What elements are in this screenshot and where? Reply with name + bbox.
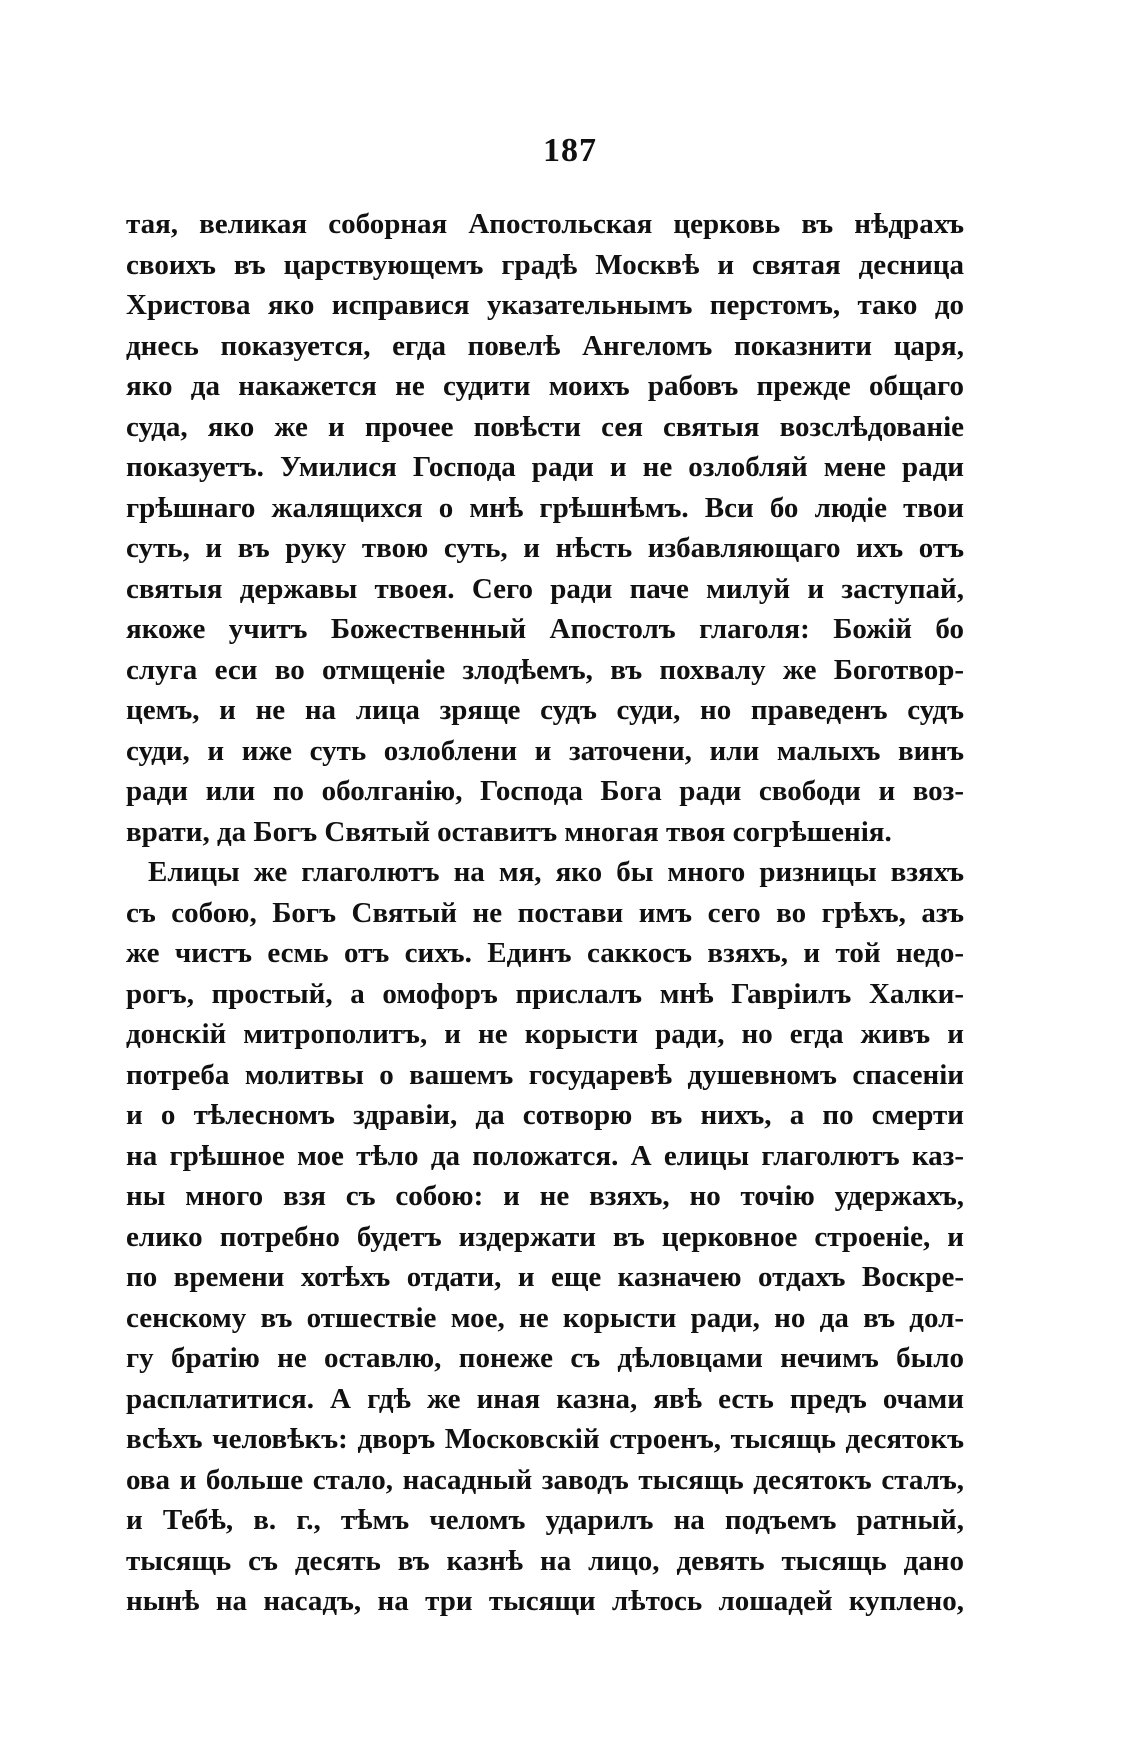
text-line: слуга еси во отмщеніе злодѣемъ, въ похвалу же Боготвор-: [126, 653, 964, 686]
text-line: рогъ, простый, а омофоръ прислалъ мнѣ Гавріилъ Халки-: [126, 977, 964, 1010]
page-number: 187: [543, 132, 597, 169]
text-line: всѣхъ человѣкъ: дворъ Московскій строенъ, тысящь десятокъ: [126, 1423, 964, 1455]
text-line: тысящь съ десять въ казнѣ на лицо, девять тысящь дано: [126, 1544, 964, 1577]
paragraph-start-line: Елицы же глаголютъ на мя, яко бы много ризницы взяхъ: [148, 856, 964, 888]
text-line: донскій митрополитъ, и не корысти ради, но егда живъ и: [126, 1018, 964, 1050]
text-line: и Тебѣ, в. г., тѣмъ челомъ ударилъ на подъемъ ратный,: [126, 1504, 964, 1536]
text-line: нынѣ на насадъ, на три тысящи лѣтось лошадей куплено,: [126, 1585, 964, 1617]
text-line: по времени хотѣхъ отдати, и еще казначею отдахъ Воскре-: [126, 1261, 964, 1293]
text-line: же чистъ есмь отъ сихъ. Единъ саккосъ взяхъ, и той недо-: [126, 937, 964, 969]
text-line: Христова яко исправися указательнымъ перстомъ, тако до: [126, 289, 964, 321]
text-line: яко да накажется не судити моихъ рабовъ прежде общаго: [126, 370, 964, 402]
text-line: ова и больше стало, насадный заводъ тысящь десятокъ сталъ,: [126, 1463, 964, 1496]
text-line: ради или по оболганію, Господа Бога ради свободи и воз-: [126, 775, 964, 807]
text-line: суда, яко же и прочее повѣсти сея святыя возслѣдованіе: [126, 410, 964, 443]
text-line: елико потребно будетъ издержати въ церковное строеніе, и: [126, 1220, 964, 1253]
text-line: ны много взя съ собою: и не взяхъ, но точію удержахъ,: [126, 1180, 964, 1212]
text-line: днесь показуется, егда повелѣ Ангеломъ показнити царя,: [126, 329, 964, 362]
text-line: гу братію не оставлю, понеже съ дѣловцами нечимъ было: [126, 1342, 964, 1374]
text-line: на грѣшное мое тѣло да положатся. А елицы глаголютъ каз-: [126, 1139, 964, 1172]
text-line: потреба молитвы о вашемъ государевѣ душевномъ спасеніи: [126, 1058, 964, 1091]
text-line: расплатитися. А гдѣ же иная казна, явѣ есть предъ очами: [126, 1382, 964, 1415]
text-line: показуетъ. Умилися Господа ради и не озлобляй мене ради: [126, 451, 964, 483]
text-line: цемъ, и не на лица зряще судъ суди, но праведенъ судъ: [126, 694, 964, 726]
text-line: святыя державы твоея. Сего ради паче милуй и заступай,: [126, 572, 964, 605]
body-text: [126, 204, 964, 1622]
text-line: и о тѣлесномъ здравіи, да сотворю въ нихъ, а по смерти: [126, 1099, 964, 1131]
text-line: сенскому въ отшествіе мое, не корысти ради, но да въ дол-: [126, 1301, 964, 1334]
text-line: якоже учитъ Божественный Апостолъ глаголя: Божій бо: [126, 613, 964, 645]
text-line: съ собою, Богъ Святый не постави имъ сего во грѣхъ, азъ: [126, 896, 964, 929]
text-line: тая, великая соборная Апостольская церковь въ нѣдрахъ: [126, 208, 964, 240]
text-line: своихъ въ царствующемъ градѣ Москвѣ и святая десница: [126, 248, 964, 281]
text-line: грѣшнаго жалящихся о мнѣ грѣшнѣмъ. Вси бо людіе твои: [126, 491, 964, 524]
text-line: врати, да Богъ Святый оставитъ многая твоя согрѣшенія.: [126, 815, 892, 848]
text-line: суди, и иже суть озлоблени и заточени, или малыхъ винъ: [126, 734, 964, 767]
text-line: суть, и въ руку твою суть, и нѣсть избавляющаго ихъ отъ: [126, 532, 964, 564]
